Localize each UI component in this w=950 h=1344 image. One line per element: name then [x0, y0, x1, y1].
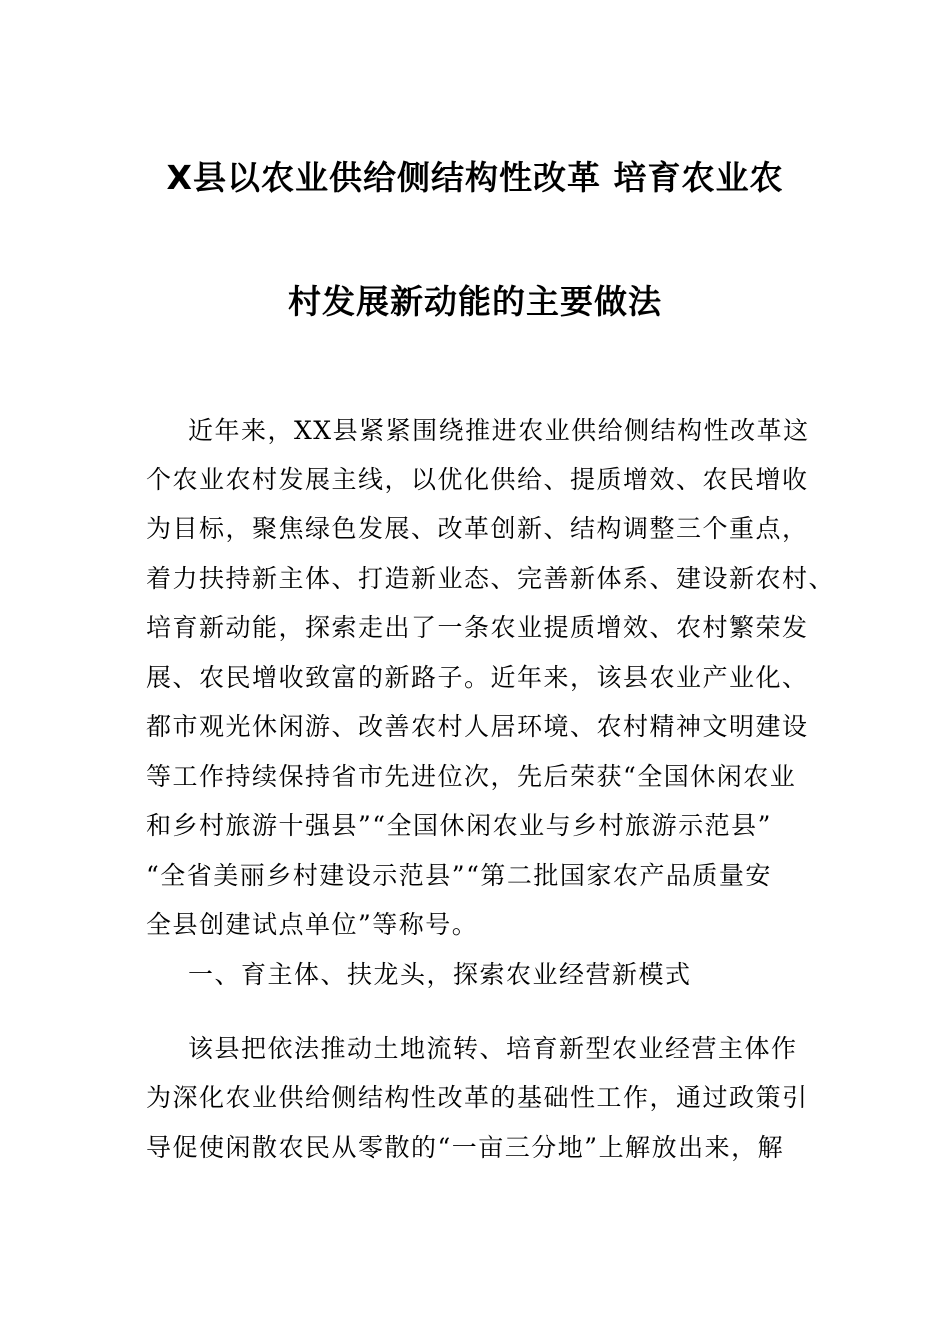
- paragraph-1-line-6: 展、农民增收致富的新路子。近年来，该县农业产业化、: [146, 663, 809, 692]
- paragraph-1-line-1: 近年来，XX县紧紧围绕推进农业供给侧结构性改革这: [188, 416, 810, 445]
- paragraph-1-line-2: 个农业农村发展主线，以优化供给、提质增效、农民增收: [146, 465, 809, 494]
- section-heading-1: 一、育主体、扶龙头，探索农业经营新模式: [188, 960, 692, 989]
- document-title-line-2: 村发展新动能的主要做法: [288, 282, 662, 321]
- paragraph-1-line-8: 等工作持续保持省市先进位次，先后荣获“全国休闲农业: [146, 762, 797, 791]
- paragraph-1-line-11: 全县创建试点单位”等称号。: [146, 910, 479, 939]
- paragraph-1-line-7: 都市观光休闲游、改善农村人居环境、农村精神文明建设: [146, 712, 809, 741]
- paragraph-2-line-3: 导促使闲散农民从零散的“一亩三分地”上解放出来，解: [146, 1133, 785, 1162]
- paragraph-1-line-5: 培育新动能，探索走出了一条农业提质增效、农村繁荣发: [146, 613, 809, 642]
- paragraph-2-line-1: 该县把依法推动土地流转、培育新型农业经营主体作: [188, 1034, 798, 1063]
- paragraph-1-line-4: 着力扶持新主体、打造新业态、完善新体系、建设新农村、: [146, 564, 836, 593]
- document-title-line-1: X县以农业供给侧结构性改革 培育农业农: [166, 158, 784, 197]
- paragraph-1-line-9: 和乡村旅游十强县”“全国休闲农业与乡村旅游示范县”: [146, 811, 772, 840]
- paragraph-2-line-2: 为深化农业供给侧结构性改革的基础性工作，通过政策引: [146, 1083, 809, 1112]
- paragraph-1-line-3: 为目标，聚焦绿色发展、改革创新、结构调整三个重点，: [146, 514, 809, 543]
- paragraph-1-line-10: “全省美丽乡村建设示范县”“第二批国家农产品质量安: [146, 861, 772, 890]
